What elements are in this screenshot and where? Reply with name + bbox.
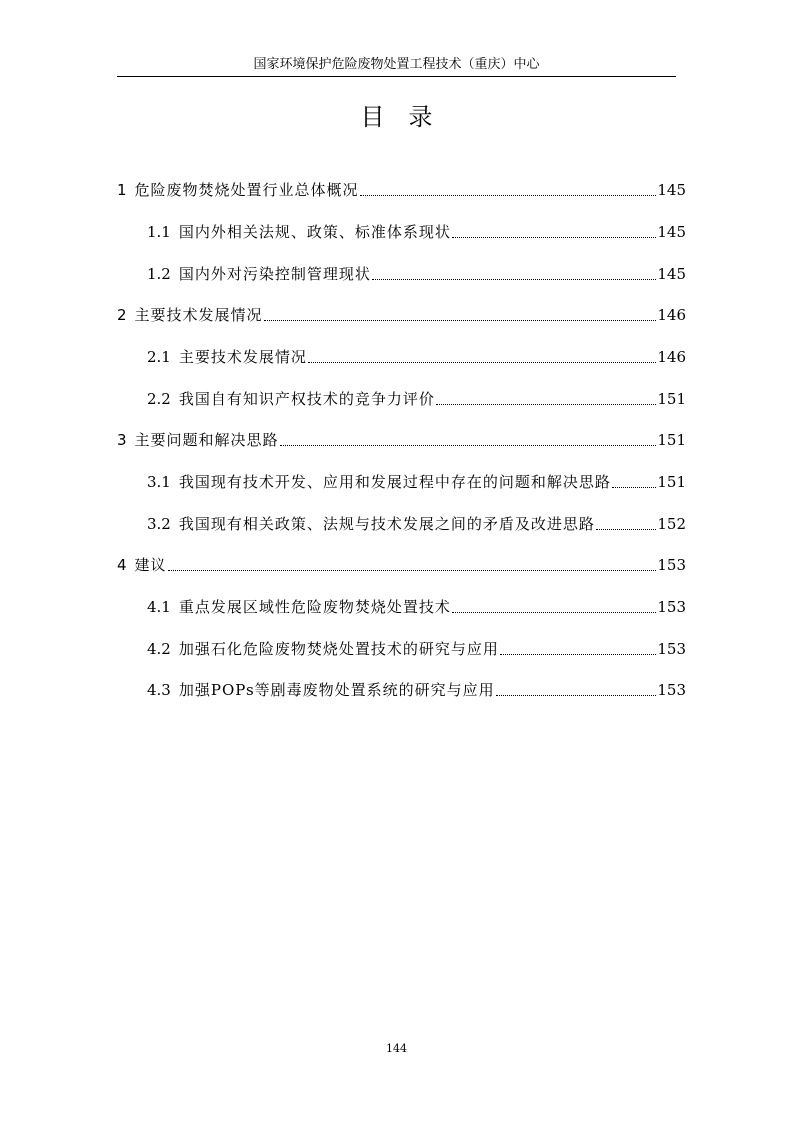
entry-page: 151: [657, 390, 686, 408]
dot-leader: [612, 487, 656, 488]
page-number: 144: [386, 1042, 407, 1055]
entry-page: 153: [657, 598, 686, 616]
dot-leader: [500, 654, 656, 655]
toc-entry-1[interactable]: [117, 176, 686, 200]
entry-number: 4.2: [147, 640, 171, 658]
entry-page: 153: [657, 556, 686, 574]
header-rule: [117, 76, 676, 77]
entry-number: 4: [117, 556, 127, 574]
toc-title: 目录: [360, 103, 457, 131]
toc-entry-2-1[interactable]: [147, 343, 686, 367]
dot-leader: [280, 445, 657, 446]
entry-label: 我国现有相关政策、法规与技术发展之间的矛盾及改进思路: [178, 515, 595, 533]
dot-leader: [360, 195, 657, 196]
dot-leader: [372, 279, 656, 280]
entry-page: 153: [657, 681, 686, 699]
entry-number: 3.1: [147, 473, 171, 491]
dot-leader: [264, 320, 657, 321]
entry-label: 危险废物焚烧处置行业总体概况: [134, 181, 359, 199]
entry-label: 建议: [134, 556, 167, 574]
page-header: 国家环境保护危险废物处置工程技术（重庆）中心: [253, 57, 540, 72]
entry-label: 我国现有技术开发、应用和发展过程中存在的问题和解决思路: [178, 473, 611, 491]
toc-entry-1-1[interactable]: [147, 218, 686, 242]
dot-leader: [496, 695, 657, 696]
entry-number: 4.1: [147, 598, 171, 616]
entry-number: 3.2: [147, 515, 171, 533]
entry-label: 国内外对污染控制管理现状: [178, 265, 371, 283]
entry-page: 151: [657, 473, 686, 491]
entry-page: 145: [657, 181, 686, 199]
entry-number: 1.1: [147, 223, 171, 241]
toc-entry-2[interactable]: [117, 301, 686, 325]
dot-leader: [308, 362, 656, 363]
toc-entry-3[interactable]: [117, 426, 686, 450]
toc-entry-2-2[interactable]: [147, 385, 686, 409]
entry-page: 146: [657, 306, 686, 324]
entry-page: 145: [657, 223, 686, 241]
dot-leader: [452, 612, 656, 613]
entry-number: 2: [117, 306, 127, 324]
dot-leader: [168, 570, 657, 571]
toc-entry-4[interactable]: [117, 551, 686, 575]
dot-leader: [596, 529, 656, 530]
toc-entry-4-3[interactable]: [147, 676, 686, 700]
entry-number: 1: [117, 181, 127, 199]
dot-leader: [436, 404, 656, 405]
entry-page: 146: [657, 348, 686, 366]
toc-entry-3-2[interactable]: [147, 510, 686, 534]
dot-leader: [452, 237, 656, 238]
toc-entry-4-1[interactable]: [147, 593, 686, 617]
entry-label: 国内外相关法规、政策、标准体系现状: [178, 223, 451, 241]
entry-number: 2.1: [147, 348, 171, 366]
entry-label: 主要问题和解决思路: [134, 431, 279, 449]
entry-number: 3: [117, 431, 127, 449]
entry-label: 加强石化危险废物焚烧处置技术的研究与应用: [178, 640, 499, 658]
toc-entry-1-2[interactable]: [147, 260, 686, 284]
entry-page: 153: [657, 640, 686, 658]
entry-label: 主要技术发展情况: [134, 306, 263, 324]
entry-label: 加强POPs等剧毒废物处置系统的研究与应用: [178, 681, 495, 699]
toc-entry-4-2[interactable]: [147, 635, 686, 659]
entry-number: 4.3: [147, 681, 171, 699]
entry-page: 152: [657, 515, 686, 533]
entry-label: 主要技术发展情况: [178, 348, 307, 366]
toc-entry-3-1[interactable]: [147, 468, 686, 492]
entry-page: 145: [657, 265, 686, 283]
entry-label: 重点发展区域性危险废物焚烧处置技术: [178, 598, 451, 616]
entry-number: 2.2: [147, 390, 171, 408]
entry-label: 我国自有知识产权技术的竞争力评价: [178, 390, 435, 408]
entry-number: 1.2: [147, 265, 171, 283]
entry-page: 151: [657, 431, 686, 449]
